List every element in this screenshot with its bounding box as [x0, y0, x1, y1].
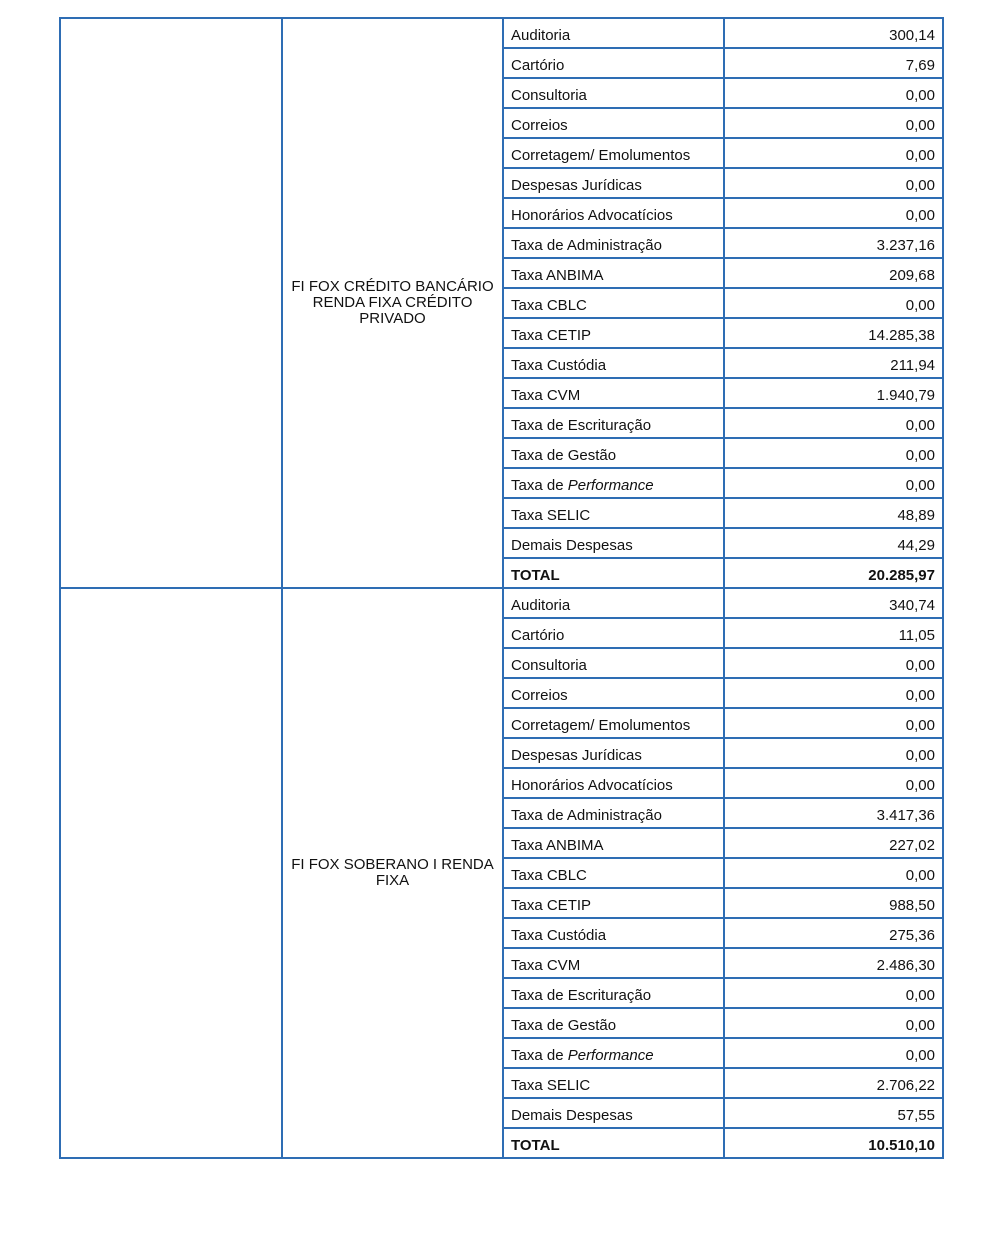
- expense-item-value: 227,02: [724, 828, 943, 858]
- expense-item-value: 0,00: [724, 198, 943, 228]
- expense-item-label: [503, 498, 724, 528]
- expense-item-text: Taxa SELIC: [511, 506, 591, 524]
- expense-item-label: [503, 78, 724, 108]
- fund-expenses-body: [60, 18, 943, 1158]
- expense-item-text: Consultoria: [511, 656, 587, 674]
- expense-item-value: 0,00: [724, 978, 943, 1008]
- expense-item-text: Taxa CETIP: [511, 326, 592, 344]
- fund-name-cell: [282, 18, 503, 588]
- expense-item-label: [503, 618, 724, 648]
- expense-item-text: Taxa Custódia: [511, 926, 607, 944]
- expense-item-label: [503, 858, 724, 888]
- expense-item-text: Despesas Jurídicas: [511, 176, 642, 194]
- expense-item-text: Auditoria: [511, 596, 571, 614]
- expense-item-label: [503, 648, 724, 678]
- expense-item-value: 11,05: [724, 618, 943, 648]
- expense-item-label: [503, 828, 724, 858]
- expense-item-value: 0,00: [724, 678, 943, 708]
- expense-item-value: 14.285,38: [724, 318, 943, 348]
- expense-item-text: Taxa CBLC: [511, 866, 587, 884]
- expense-item-label: [503, 678, 724, 708]
- group-blank-cell: [60, 18, 282, 588]
- expense-item-text: Honorários Advocatícios: [511, 776, 673, 794]
- expense-item-value: 3.417,36: [724, 798, 943, 828]
- expense-item-label: [503, 48, 724, 78]
- total-value: 10.510,10: [724, 1128, 943, 1158]
- expense-item-label: [503, 408, 724, 438]
- expense-item-label: [503, 438, 724, 468]
- expense-item-value: 209,68: [724, 258, 943, 288]
- total-value: 20.285,97: [724, 558, 943, 588]
- expense-item-label: [503, 258, 724, 288]
- expense-item-text: Taxa de Administração: [511, 806, 662, 824]
- expense-item-value: 0,00: [724, 438, 943, 468]
- expense-item-label: [503, 948, 724, 978]
- expense-item-label: [503, 228, 724, 258]
- expense-item-value: 44,29: [724, 528, 943, 558]
- expense-item-value: 0,00: [724, 768, 943, 798]
- total-label: TOTAL: [503, 1128, 724, 1158]
- expense-item-value: 3.237,16: [724, 228, 943, 258]
- expense-item-value: 0,00: [724, 288, 943, 318]
- expense-item-text: Taxa de: [511, 476, 568, 494]
- expense-item-label: [503, 288, 724, 318]
- expense-item-text: Taxa CVM: [511, 386, 581, 404]
- expense-item-label: [503, 468, 724, 498]
- expense-item-text: Taxa de: [511, 1046, 568, 1064]
- expense-item-text: Cartório: [511, 626, 565, 644]
- expense-item-text: Consultoria: [511, 86, 587, 104]
- expense-item-text: Taxa Custódia: [511, 356, 607, 374]
- expense-item-value: 2.706,22: [724, 1068, 943, 1098]
- expense-item-text: Taxa CETIP: [511, 896, 592, 914]
- expense-row: [60, 588, 943, 618]
- expense-item-value: 300,14: [724, 18, 943, 48]
- fund-name-cell: [282, 588, 503, 1158]
- expense-item-label: [503, 1008, 724, 1038]
- expense-item-text: Taxa CBLC: [511, 296, 587, 314]
- expense-item-value: 0,00: [724, 738, 943, 768]
- expense-item-text: Taxa SELIC: [511, 1076, 591, 1094]
- expense-item-value: 0,00: [724, 858, 943, 888]
- expense-item-text: Demais Despesas: [511, 536, 633, 554]
- expense-item-label: [503, 978, 724, 1008]
- expense-item-text: Taxa de Escrituração: [511, 986, 652, 1004]
- expense-item-text: Taxa ANBIMA: [511, 836, 604, 854]
- expense-item-italic-text: Performance: [567, 476, 654, 494]
- expense-item-value: 0,00: [724, 1008, 943, 1038]
- group-blank-cell: [60, 588, 282, 1158]
- expense-item-value: 988,50: [724, 888, 943, 918]
- expense-item-label: [503, 1068, 724, 1098]
- expense-item-text: Taxa de Gestão: [511, 1016, 617, 1034]
- expense-item-label: [503, 1038, 724, 1068]
- expense-item-text: Correios: [511, 116, 568, 134]
- expense-item-text: Taxa ANBIMA: [511, 266, 604, 284]
- expense-item-label: [503, 138, 724, 168]
- expense-item-text: Auditoria: [511, 26, 571, 44]
- expense-item-value: 275,36: [724, 918, 943, 948]
- expense-item-text: Honorários Advocatícios: [511, 206, 673, 224]
- expense-item-value: 211,94: [724, 348, 943, 378]
- expense-item-value: 0,00: [724, 108, 943, 138]
- expense-item-italic-text: Performance: [567, 1046, 654, 1064]
- expense-item-value: 0,00: [724, 408, 943, 438]
- expense-item-value: 1.940,79: [724, 378, 943, 408]
- expense-item-text: Taxa de Gestão: [511, 446, 617, 464]
- expense-item-label: [503, 888, 724, 918]
- expense-item-value: 0,00: [724, 648, 943, 678]
- expense-item-label: [503, 108, 724, 138]
- expense-item-text: Corretagem/ Emolumentos: [511, 716, 691, 734]
- expense-item-text: Cartório: [511, 56, 565, 74]
- expense-item-value: 48,89: [724, 498, 943, 528]
- expense-item-value: 0,00: [724, 138, 943, 168]
- expense-item-text: Despesas Jurídicas: [511, 746, 642, 764]
- expense-item-text: Taxa CVM: [511, 956, 581, 974]
- expense-item-label: [503, 318, 724, 348]
- expense-row: [60, 18, 943, 48]
- expense-item-label: [503, 198, 724, 228]
- expense-item-text: Correios: [511, 686, 568, 704]
- expense-item-label: [503, 798, 724, 828]
- expense-item-value: 0,00: [724, 1038, 943, 1068]
- expense-item-text: Demais Despesas: [511, 1106, 633, 1124]
- expense-item-value: 0,00: [724, 168, 943, 198]
- total-label: TOTAL: [503, 558, 724, 588]
- expense-item-text: Taxa de Administração: [511, 236, 662, 254]
- expense-item-value: 0,00: [724, 78, 943, 108]
- fund-expenses-table: [59, 17, 944, 1159]
- expense-item-value: 57,55: [724, 1098, 943, 1128]
- expense-item-label: [503, 708, 724, 738]
- expense-item-value: 2.486,30: [724, 948, 943, 978]
- expense-item-label: [503, 768, 724, 798]
- fund-name: FI FOX SOBERANO I RENDA FIXA: [291, 856, 494, 889]
- expense-item-value: 7,69: [724, 48, 943, 78]
- expense-item-label: [503, 738, 724, 768]
- expense-item-label: [503, 18, 724, 48]
- expense-item-label: [503, 348, 724, 378]
- expense-item-text: Corretagem/ Emolumentos: [511, 146, 691, 164]
- expense-item-label: [503, 588, 724, 618]
- fund-name: FI FOX CRÉDITO BANCÁRIO RENDA FIXA CRÉDITO PRIVADO: [291, 278, 494, 327]
- expense-item-label: [503, 168, 724, 198]
- expense-item-label: [503, 528, 724, 558]
- expense-item-value: 340,74: [724, 588, 943, 618]
- expense-item-label: [503, 918, 724, 948]
- expense-item-value: 0,00: [724, 468, 943, 498]
- expense-item-label: [503, 1098, 724, 1128]
- expense-item-label: [503, 378, 724, 408]
- expense-item-text: Taxa de Escrituração: [511, 416, 652, 434]
- expense-item-value: 0,00: [724, 708, 943, 738]
